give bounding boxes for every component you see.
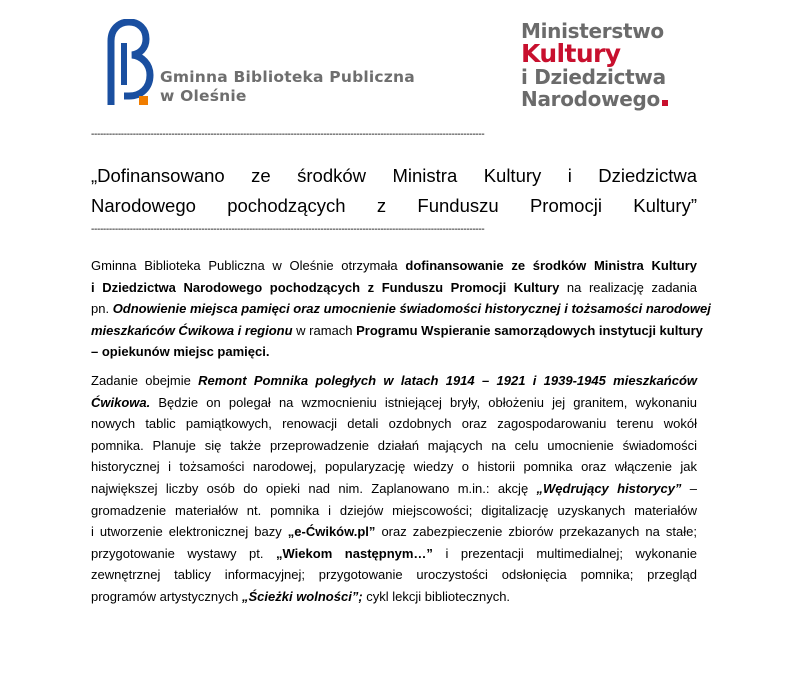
ministry-dot-icon <box>662 100 668 106</box>
paragraph-2-line: Ćwikowa. Będzie on polegał na wzmocnieniu istniejącej bryły, obłożeniu jej granitem, wykonaniu <box>91 394 697 410</box>
paragraph-2-line: największej liczby osób do opieki nad nim. Zaplanowano m.in.: akcję „Wędrujący historycy” – <box>91 480 698 496</box>
paragraph-1-line: i Dziedzictwa Narodowego pochodzących z Funduszu Promocji Kultury na realizację zadania <box>91 279 697 295</box>
library-name <box>160 68 415 106</box>
paragraph-2 <box>91 370 697 608</box>
paragraph-2-line: programów artystycznych „Ścieżki wolności”; cykl lekcji bibliotecznych. <box>91 588 511 604</box>
paragraph-1-line: – opiekunów miejsc pamięci. <box>91 344 270 360</box>
paragraph-2-line: nowych tablic pamiątkowych, renowacji detali ozdobnych oraz zagospodarowaniu terenu wokół <box>91 416 697 432</box>
ministry-logo-line2: Kultury <box>521 39 621 68</box>
paragraph-2-line: Zadanie obejmie Remont Pomnika poległych w latach 1914 – 1921 i 1939-1945 mieszkańców <box>91 373 697 388</box>
headline-line1: „Dofinansowano ze środków Ministra Kultury i Dziedzictwa <box>91 165 697 186</box>
paragraph-1-line: Gminna Biblioteka Publiczna w Oleśnie otrzymała dofinansowanie ze środków Ministra Kultury <box>91 258 697 273</box>
paragraph-2-line: i utworzenie elektronicznej bazy „e-Ćwików.pl” oraz zabezpieczenie zbiorów przekazanych na stałe; <box>91 524 697 540</box>
paragraph-1-line: mieszkańców Ćwikowa i regionu w ramach Programu Wspieranie samorządowych instytucji kultury <box>91 322 703 338</box>
paragraph-2-line: przygotowanie wystawy pt. „Wiekom następnym…” i prezentacji multimedialnej; wykonanie <box>91 545 697 561</box>
paragraph-2-line: gromadzenie materiałów nt. pomnika i dziejów miejscowości; digitalizację uzyskanych materiałów <box>91 502 697 518</box>
headline-line2: Narodowego pochodzących z Funduszu Promocji Kultury” <box>91 195 697 216</box>
separator-bottom: ------------------------------------------------------------------------------------------------------------------------------------ <box>91 226 485 234</box>
paragraph-1-line: pn. Odnowienie miejsca pamięci oraz umocnienie świadomości historycznej i tożsamości narodowej <box>91 301 711 317</box>
library-name-line2: w Oleśnie <box>160 87 247 105</box>
separator-top: ------------------------------------------------------------------------------------------------------------------------------------ <box>91 131 485 139</box>
ministry-logo-line3: i Dziedzictwa <box>521 65 666 89</box>
ministry-logo-line4: Narodowego <box>521 87 660 111</box>
paragraph-2-line: historycznej i tożsamości narodowej, popularyzację wiedzy o historii pomnika oraz włączenie jak <box>91 459 697 475</box>
headline <box>91 161 697 221</box>
paragraph-2-line: zewnętrznej tablicy informacyjnej; przygotowanie uroczystości odsłonięcia pomnika; przegląd <box>91 567 697 583</box>
ministry-logo-line1: Ministerstwo <box>521 19 664 43</box>
ministry-logo <box>521 20 691 112</box>
paragraph-1 <box>91 255 711 363</box>
library-logo <box>106 19 415 109</box>
paragraph-2-line: pomnika. Planuje się także przeprowadzenie działań mających na celu umocnienie świadomości <box>91 437 697 453</box>
library-name-line1: Gminna Biblioteka Publiczna <box>160 68 415 86</box>
library-mark-icon <box>106 19 156 109</box>
